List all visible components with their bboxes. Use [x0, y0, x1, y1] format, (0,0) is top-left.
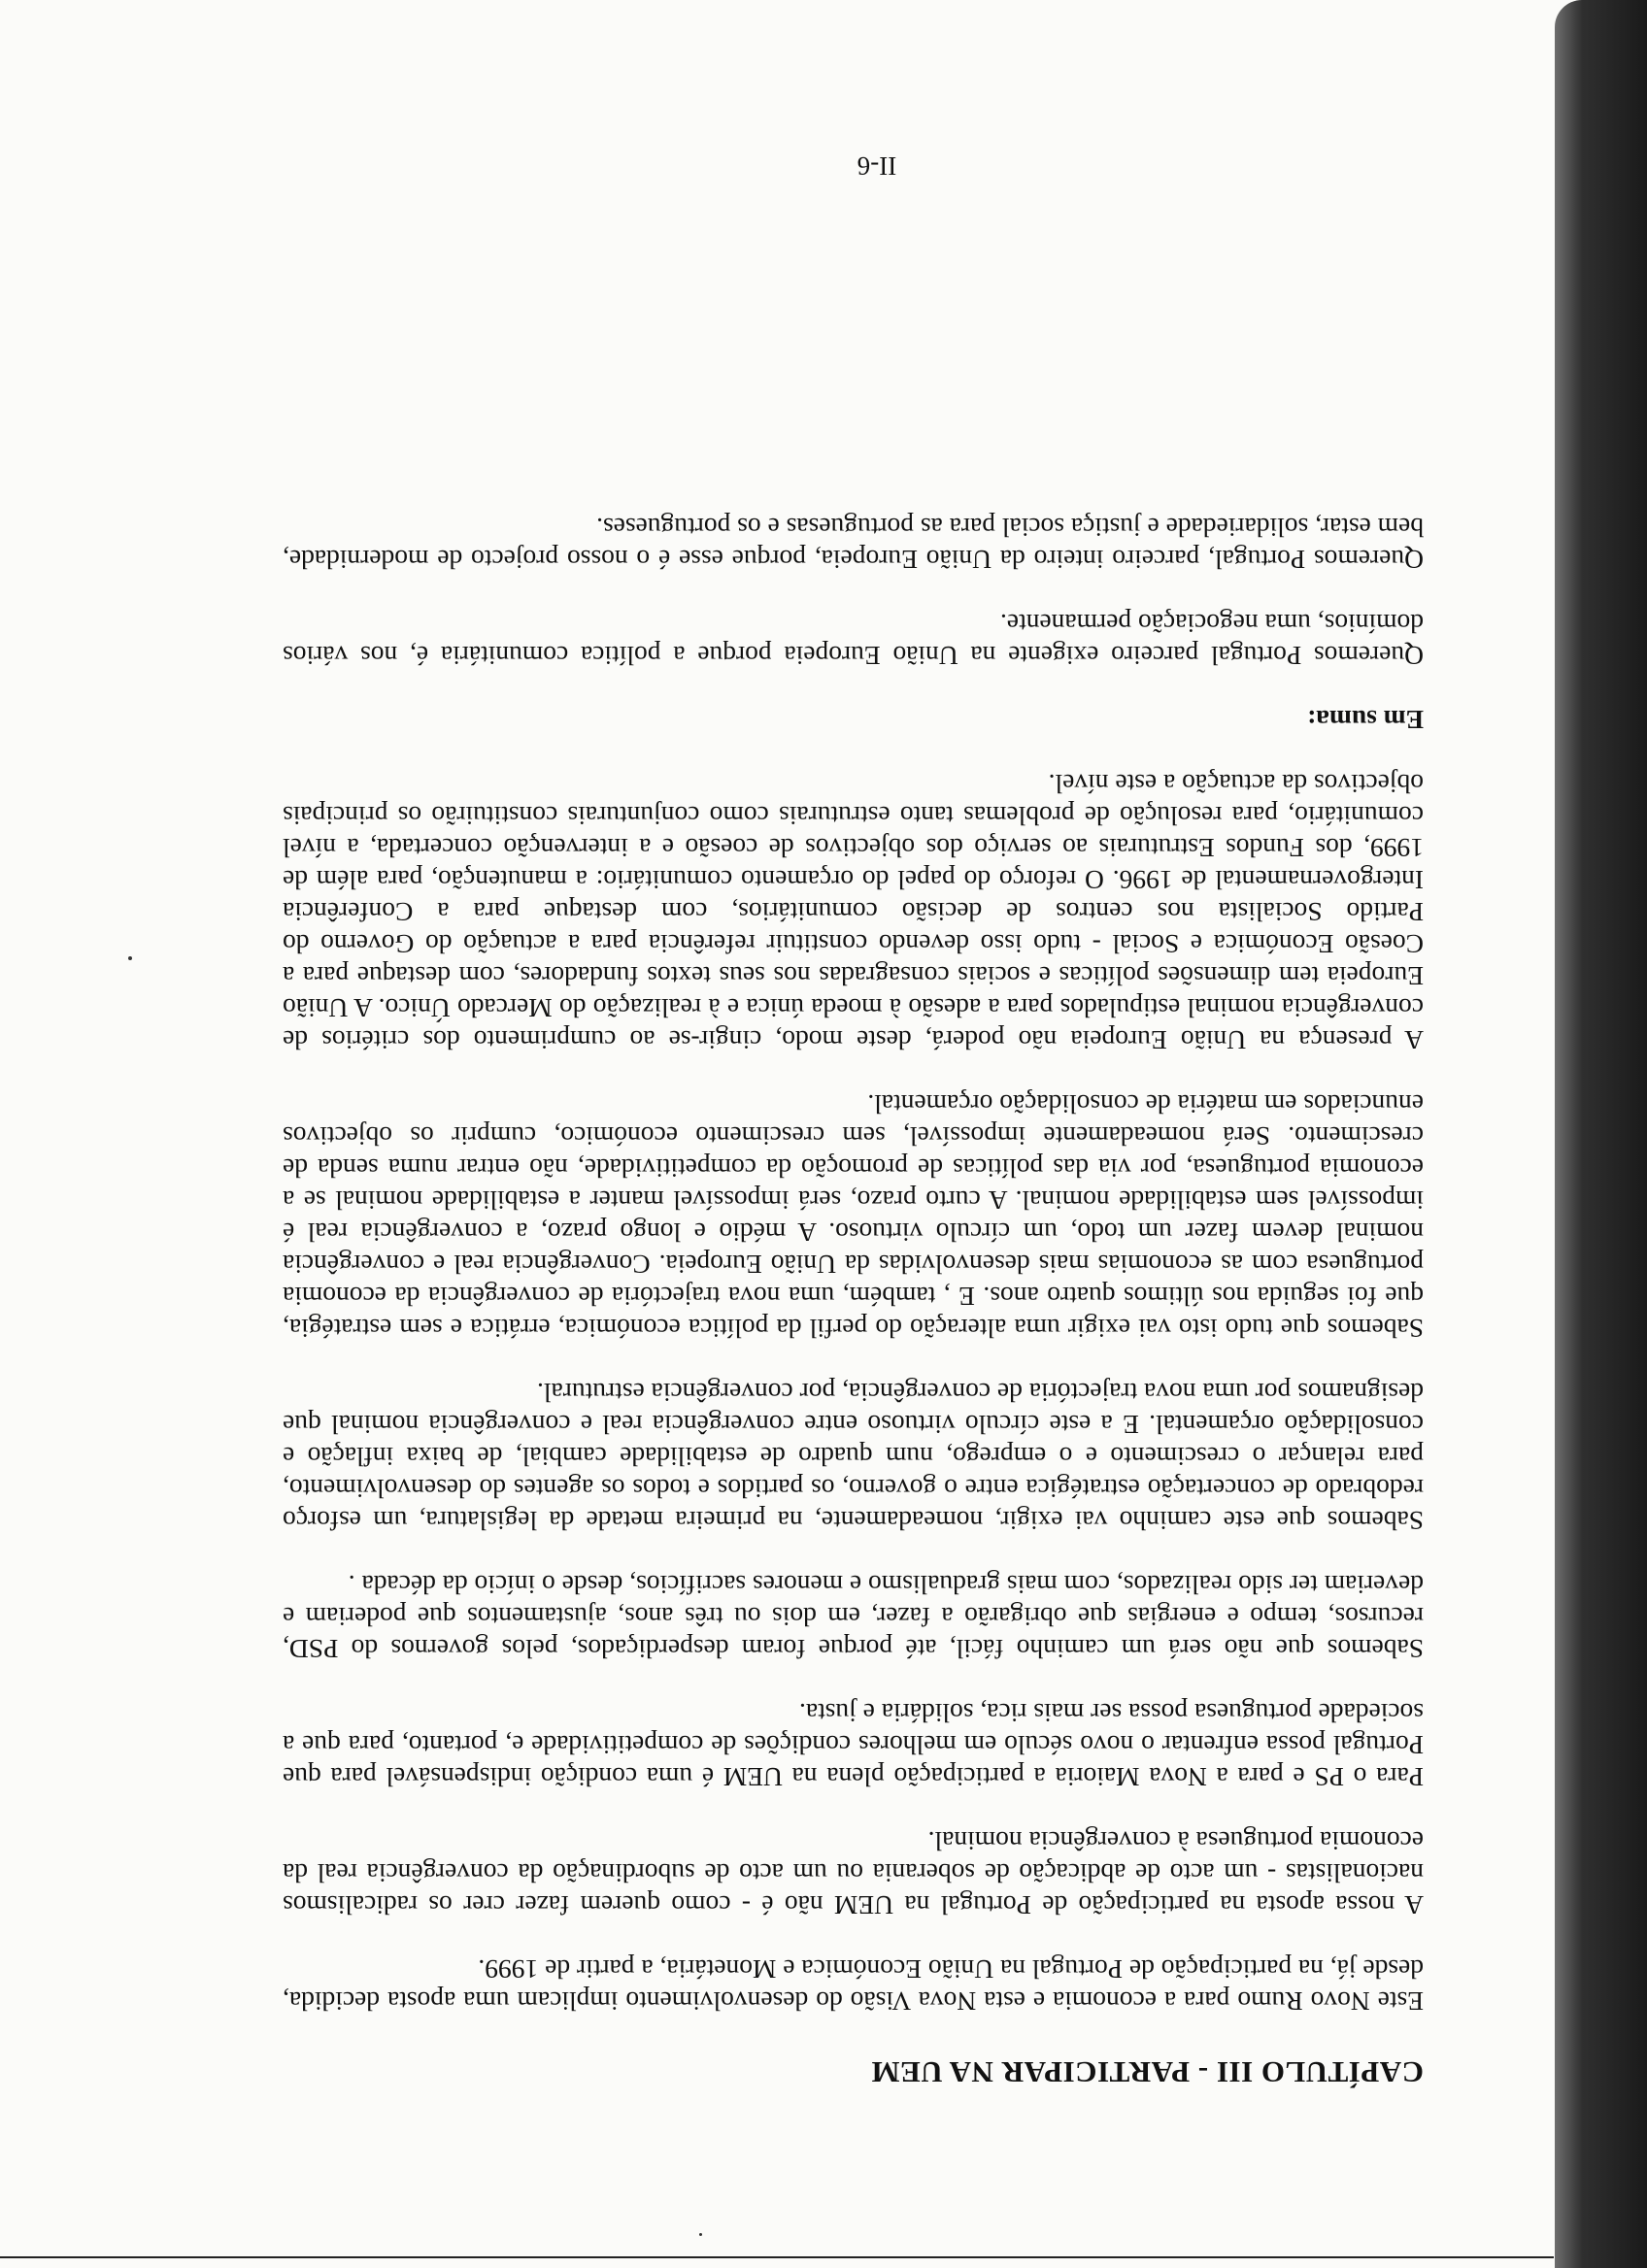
- paragraph: A nossa aposta na participação de Portugal na UEM não é - como querem fazer crer os radicalismos nacionalistas - um acto de abdicação de soberania ou um acto de subordinação da convergência real da economia portuguesa à convergência nominal.: [283, 1826, 1424, 1920]
- paragraph: Sabemos que não será um caminho fácil, até porque foram desperdiçados, pelos governos do PSD, recursos, tempo e energias que obrigarão a fazer, em dois ou três anos, ajustamentos que poderiam e deveriam ter sido realizados, com mais gradualismo e menores sacrifícios, desde o início da década .: [283, 1570, 1424, 1664]
- page-number: II-6: [857, 151, 897, 181]
- summary-heading: Em suma:: [1307, 705, 1424, 735]
- chapter-title: CAPÍTULO III - PARTICIPAR NA UEM: [870, 2055, 1424, 2089]
- paragraph: Para o PS e para a Nova Maioria a participação plena na UEM é uma condição indispensável para que Portugal possa enfrentar o novo século em melhores condições de competitividade e, portanto, para que a sociedade portuguesa possa ser mais rica, solidária e justa.: [283, 1698, 1424, 1792]
- summary-paragraph: Queremos Portugal, parceiro inteiro da União Europeia, porque esse é o nosso projecto de modernidade, bem estar, solidariedade e justiça social para as portuguesas e os portugueses.: [283, 513, 1424, 575]
- document-body: [283, 480, 1424, 2088]
- paragraph: Este Novo Rumo para a economia e esta Nova Visão do desenvolvimento implicam uma aposta decidida, desde já, na participação de Portugal na União Económica e Monetária, a partir de 1999.: [283, 1954, 1424, 2017]
- paragraph: Sabemos que tudo isto vai exigir uma alteração do perfil da política económica, errática e sem estratégia, que foi seguida nos últimos quatro anos. E , também, uma nova trajectória de convergência da economia portuguesa com as economias mais desenvolvidas da União Europeia. Convergência real e convergência nominal devem fazer um todo, um círculo virtuoso. A médio e longo prazo, a convergência real é impossível sem estabilidade nominal. A curto prazo, será impossível manter a estabilidade nominal se a economia portuguesa, por via das políticas de promoção da competitividade, não entrar numa senda de crescimento. Será nomeadamente impossível, sem crescimento económico, cumprir os objectivos enunciados em matéria de consolidação orçamental.: [283, 1089, 1424, 1344]
- summary-paragraph: Queremos Portugal parceiro exigente na União Europeia porque a política comunitária é, nos vários domínios, uma negociação permanente.: [283, 609, 1424, 671]
- paragraph: A presença na União Europeia não poderá, deste modo, cingir-se ao cumprimento dos critérios de convergência nominal estipulados para a adesão à moeda única e à realização do Mercado Único. A União Europeia tem dimensões políticas e sociais consagradas nos seus textos fundadores, com destaque para a Coesão Económica e Social - tudo isso devendo constituir referência para a actuação do Governo do Partido Socialista nos centros de decisão comunitários, com destaque para a Conferência Intergovernamental de 1996. O reforço do papel do orçamento comunitário: a manutenção, para além de 1999, dos Fundos Estruturais ao serviço dos objectivos de coesão e a intervenção concertada, a nível comunitário, para resolução de problemas tanto estruturais como conjunturais constituirão os principais objectivos da actuação a este nível.: [283, 769, 1424, 1055]
- paragraph: Sabemos que este caminho vai exigir, nomeadamente, na primeira metade da legislatura, um esforço redobrado de concertação estratégica entre o governo, os partidos e todos os agentes do desenvolvimento, para relançar o crescimento e o emprego, num quadro de estabilidade cambial, de baixa inflação e consolidação orçamental. E a este círculo virtuoso entre convergência real e convergência nominal que designamos por uma nova trajectória de convergência, por convergência estrutural.: [283, 1378, 1424, 1536]
